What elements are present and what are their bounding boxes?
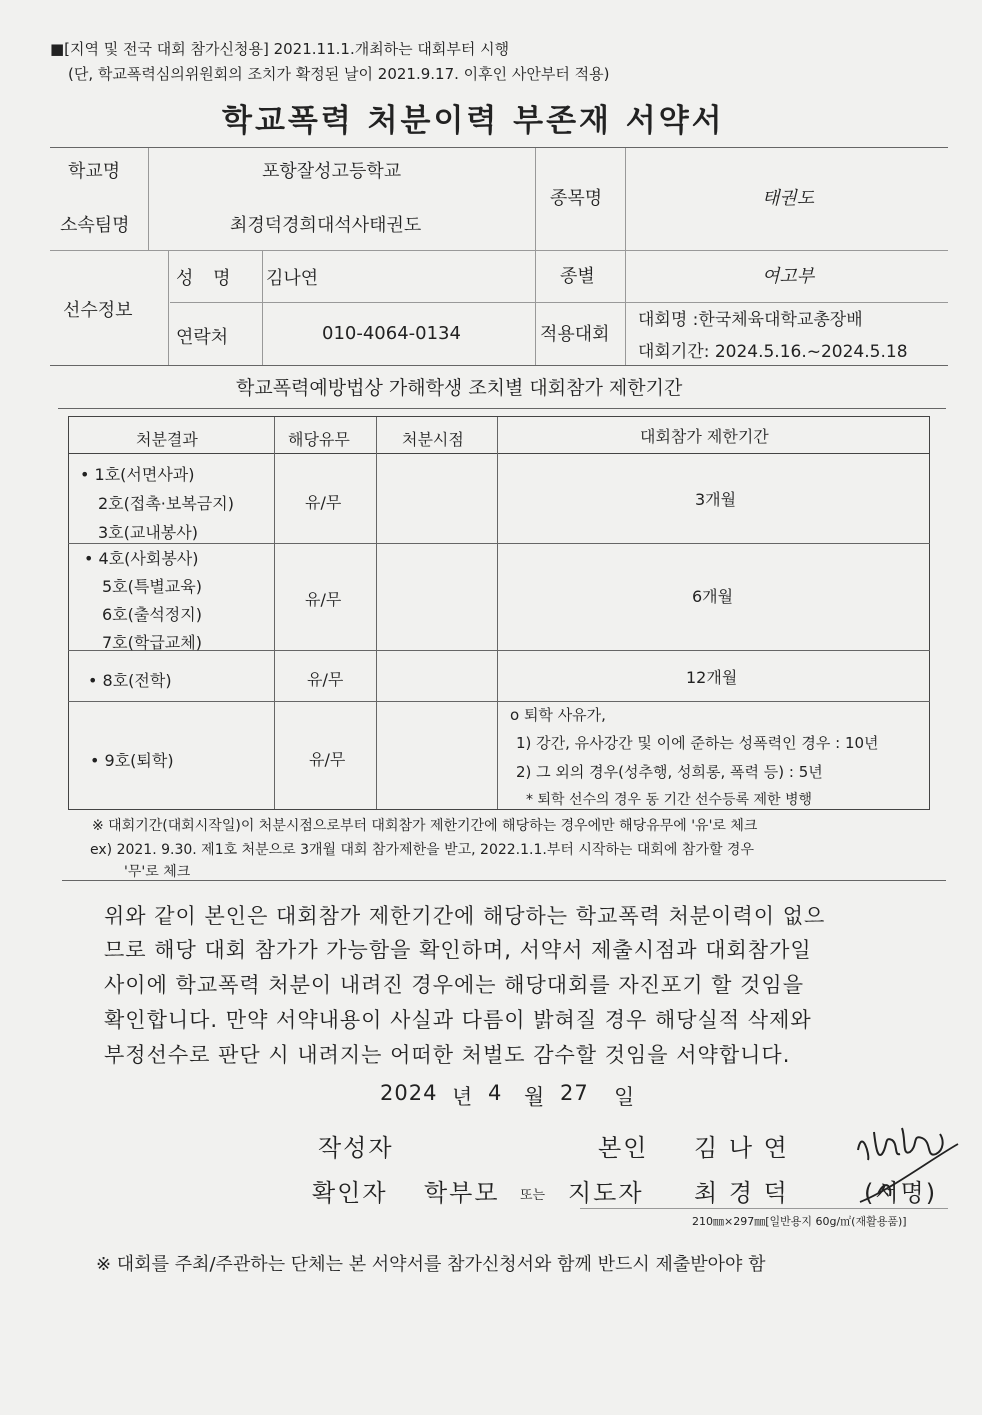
self-name: 김 나 연 — [694, 1134, 789, 1162]
seal-text: (서명) — [864, 1179, 938, 1207]
table-row-4-limit-3: 2) 그 외의 경우(성추행, 성희롱, 폭력 등) : 5년 — [516, 763, 823, 781]
player-info-label: 선수정보 — [63, 300, 133, 321]
contact-value: 010-4064-0134 — [322, 323, 461, 344]
paper-spec: 210㎜×297㎜[일반용지 60g/㎡(재활용품)] — [692, 1215, 907, 1228]
coach-name: 최 경 덕 — [694, 1179, 789, 1207]
handwritten-signature — [840, 1110, 960, 1220]
name-label: 성 명 — [176, 268, 231, 289]
date-day: 27 — [560, 1081, 589, 1105]
table-row-2-line-3: 6호(출석정지) — [102, 605, 202, 624]
note-1: ※ 대회기간(대회시작일)이 처분시점으로부터 대회참가 제한기간에 해당하는 경우에만 해당유무에 '유'로 체크 — [92, 818, 758, 834]
footer-note: ※ 대회를 주최/주관하는 단체는 본 서약서를 참가신청서와 함께 반드시 제출받아야 함 — [96, 1254, 766, 1275]
writer-label: 작성자 — [318, 1134, 394, 1162]
contact-label: 연락처 — [176, 327, 229, 348]
confirmer-label: 확인자 — [312, 1179, 388, 1207]
competition-label: 적용대회 — [540, 324, 610, 345]
table-row-4-applicable[interactable]: 유/무 — [309, 750, 346, 769]
school-label: 학교명 — [68, 161, 121, 182]
table-row-4-limit-4: * 퇴학 선수의 경우 동 기간 선수등록 제한 병행 — [526, 792, 813, 808]
name-value: 김나연 — [266, 268, 319, 289]
table-row-1-line-1: • 1호(서면사과) — [80, 465, 195, 484]
event-value: 태권도 — [762, 188, 815, 209]
pledge-line-5: 부정선수로 판단 시 내려지는 어떠한 처벌도 감수할 것임을 서약합니다. — [104, 1043, 791, 1067]
col-header-applicable: 해당유무 — [288, 430, 350, 449]
table-row-1-limit: 3개월 — [695, 490, 737, 509]
header-line-1: ■[지역 및 전국 대회 참가신청용] 2021.11.1.개최하는 대회부터 시행 — [50, 40, 510, 58]
date-month: 4 — [488, 1081, 503, 1105]
table-row-3-line-1: • 8호(전학) — [88, 671, 172, 690]
event-label: 종목명 — [550, 188, 603, 209]
table-row-2-line-1: • 4호(사회봉사) — [84, 549, 199, 568]
or-label: 또는 — [520, 1188, 546, 1203]
date-year-unit: 년 — [452, 1085, 474, 1109]
school-value: 포항잘성고등학교 — [262, 161, 402, 182]
competition-name: 대회명 :한국체육대학교총장배 — [638, 310, 863, 330]
table-row-2-line-4: 7호(학급교체) — [102, 633, 202, 652]
pledge-line-1: 위와 같이 본인은 대회참가 제한기간에 해당하는 학교폭력 처분이력이 없으 — [104, 904, 826, 928]
date-month-unit: 월 — [524, 1085, 546, 1109]
col-header-limit: 대회참가 제한기간 — [640, 427, 769, 446]
category-value: 여고부 — [762, 266, 815, 287]
pledge-line-2: 므로 해당 대회 참가가 가능함을 확인하며, 서약서 제출시점과 대회참가일 — [104, 938, 812, 962]
competition-period: 대회기간: 2024.5.16.~2024.5.18 — [638, 342, 908, 362]
document-title: 학교폭력 처분이력 부존재 서약서 — [222, 103, 725, 139]
header-line-2: (단, 학교폭력심의위원회의 조치가 확정된 날이 2021.9.17. 이후인 사안부터 적용) — [68, 65, 610, 83]
pledge-line-4: 확인합니다. 만약 서약내용이 사실과 다름이 밝혀질 경우 해당실적 삭제와 — [104, 1008, 812, 1032]
self-label: 본인 — [598, 1134, 649, 1162]
table-row-1-line-2: 2호(접촉·보복금지) — [98, 494, 234, 513]
table-row-2-line-2: 5호(특별교육) — [102, 577, 202, 596]
table-row-2-applicable[interactable]: 유/무 — [305, 590, 342, 609]
team-label: 소속팀명 — [60, 215, 130, 236]
pledge-line-3: 사이에 학교폭력 처분이 내려진 경우에는 해당대회를 자진포기 할 것임을 — [104, 973, 804, 997]
table-row-3-applicable[interactable]: 유/무 — [307, 670, 344, 689]
table-row-4-limit-2: 1) 강간, 유사강간 및 이에 준하는 성폭력인 경우 : 10년 — [516, 734, 879, 752]
table-row-2-limit: 6개월 — [692, 587, 734, 606]
team-value: 최경덕경희대석사태권도 — [230, 215, 422, 236]
table-row-1-line-3: 3호(교내봉사) — [98, 523, 198, 542]
note-2: ex) 2021. 9.30. 제1호 처분으로 3개월 대회 참가제한을 받고, 2022.1.1.부터 시작하는 대회에 참가할 경우 — [90, 842, 754, 858]
table-row-1-applicable[interactable]: 유/무 — [305, 493, 342, 512]
table-row-4-limit-1: o 퇴학 사유가, — [510, 706, 606, 724]
date-year: 2024 — [380, 1081, 438, 1105]
date-day-unit: 일 — [614, 1085, 636, 1109]
coach-label: 지도자 — [568, 1179, 644, 1207]
parent-label: 학부모 — [424, 1179, 500, 1207]
section-title: 학교폭력예방법상 가해학생 조치별 대회참가 제한기간 — [236, 377, 683, 399]
table-row-4-line-1: • 9호(퇴학) — [90, 751, 174, 770]
col-header-result: 처분결과 — [136, 430, 198, 449]
col-header-date: 처분시점 — [402, 430, 464, 449]
table-row-3-limit: 12개월 — [686, 668, 738, 687]
note-3: '무'로 체크 — [124, 864, 191, 880]
category-label: 종별 — [560, 266, 595, 287]
